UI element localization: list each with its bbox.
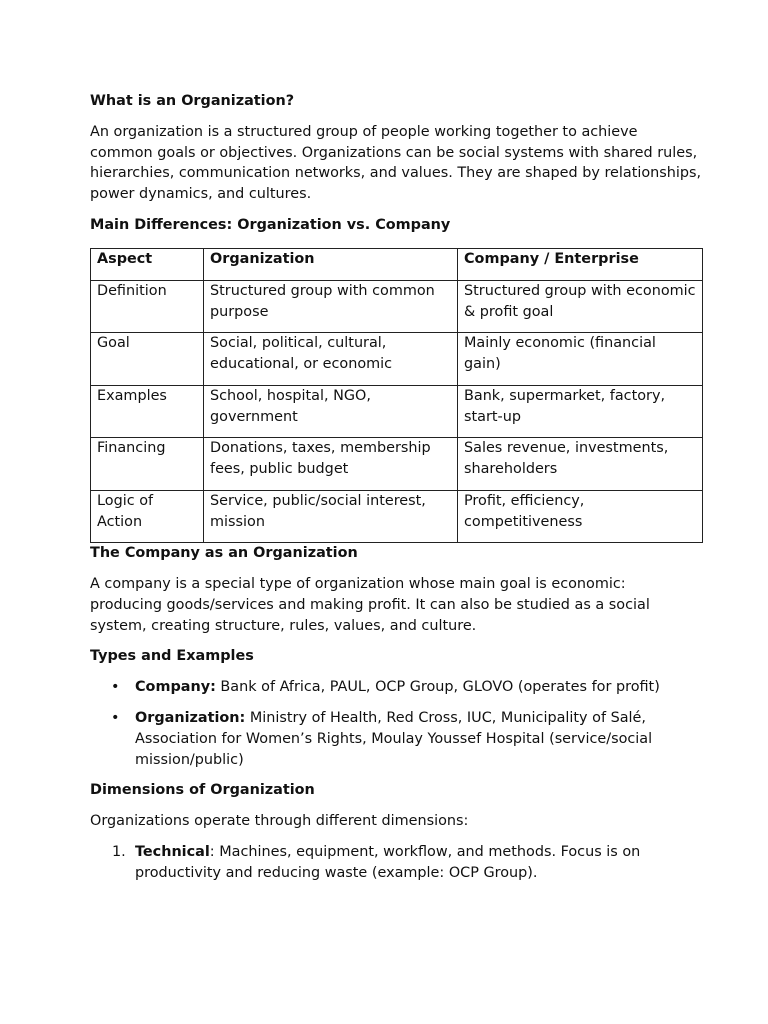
dimension-text: : Machines, equipment, workflow, and methods. Focus is on productivity and reducing waste (example: OCP Group).: [135, 844, 641, 881]
dimension-label: Technical: [135, 844, 210, 861]
table-header-organization: Organization: [204, 248, 458, 280]
table-header-aspect: Aspect: [91, 248, 204, 280]
intro-paragraph: An organization is a structured group of people working together to achieve common goals or objectives. Organizations can be social systems with shared rules, hierarchies, communication networks, and values. They are shaped by relationships, power dynamics, and cultures.: [90, 123, 702, 203]
table-cell-organization: School, hospital, NGO, government: [204, 385, 458, 438]
types-list: [90, 677, 702, 770]
table-cell-organization: Donations, taxes, membership fees, public budget: [204, 438, 458, 491]
table-cell-company: Bank, supermarket, factory, start-up: [458, 385, 703, 438]
table-row: [91, 280, 703, 333]
type-text: Ministry of Health, Red Cross, IUC, Municipality of Salé, Association for Women’s Rights, Moulay Youssef Hospital (service/social mission/public): [135, 710, 653, 768]
table-cell-aspect: Logic of Action: [91, 490, 204, 543]
table-row: [91, 333, 703, 386]
list-item: [111, 708, 702, 770]
table-cell-aspect: Financing: [91, 438, 204, 491]
heading-company-as-organization: The Company as an Organization: [90, 545, 358, 562]
heading-types-examples: Types and Examples: [90, 648, 254, 665]
table-cell-company: Mainly economic (financial gain): [458, 333, 703, 386]
list-item: [112, 842, 702, 884]
table-cell-company: Profit, efficiency, competitiveness: [458, 490, 703, 543]
list-number: 1.: [112, 844, 126, 861]
bullet-icon: •: [111, 679, 120, 696]
type-label: Organization:: [135, 710, 246, 727]
table-cell-company: Sales revenue, investments, shareholders: [458, 438, 703, 491]
table-row: [91, 490, 703, 543]
list-item: [111, 677, 702, 698]
table-cell-organization: Structured group with common purpose: [204, 280, 458, 333]
table-cell-organization: Service, public/social interest, mission: [204, 490, 458, 543]
table-cell-aspect: Definition: [91, 280, 204, 333]
heading-what-is-organization: What is an Organization?: [90, 93, 295, 109]
type-label: Company:: [135, 679, 216, 696]
table-header-row: [91, 248, 703, 280]
document-page: [90, 91, 702, 884]
bullet-icon: •: [111, 710, 120, 727]
company-paragraph: A company is a special type of organization whose main goal is economic: producing goods/services and making profit. It can also be studied as a social system, creating structure, rules, values, and culture.: [90, 576, 650, 634]
table-row: [91, 385, 703, 438]
table-cell-company: Structured group with economic & profit goal: [458, 280, 703, 333]
comparison-table: [90, 248, 703, 544]
table-header-company: Company / Enterprise: [458, 248, 703, 280]
dimensions-intro: Organizations operate through different dimensions:: [90, 813, 469, 830]
heading-main-differences: Main Differences: Organization vs. Company: [90, 216, 451, 233]
table-cell-organization: Social, political, cultural, educational, or economic: [204, 333, 458, 386]
heading-dimensions: Dimensions of Organization: [90, 782, 315, 799]
type-text: Bank of Africa, PAUL, OCP Group, GLOVO (operates for profit): [215, 679, 660, 696]
table-row: [91, 438, 703, 491]
dimensions-list: [90, 842, 702, 884]
table-cell-aspect: Goal: [91, 333, 204, 386]
table-cell-aspect: Examples: [91, 385, 204, 438]
